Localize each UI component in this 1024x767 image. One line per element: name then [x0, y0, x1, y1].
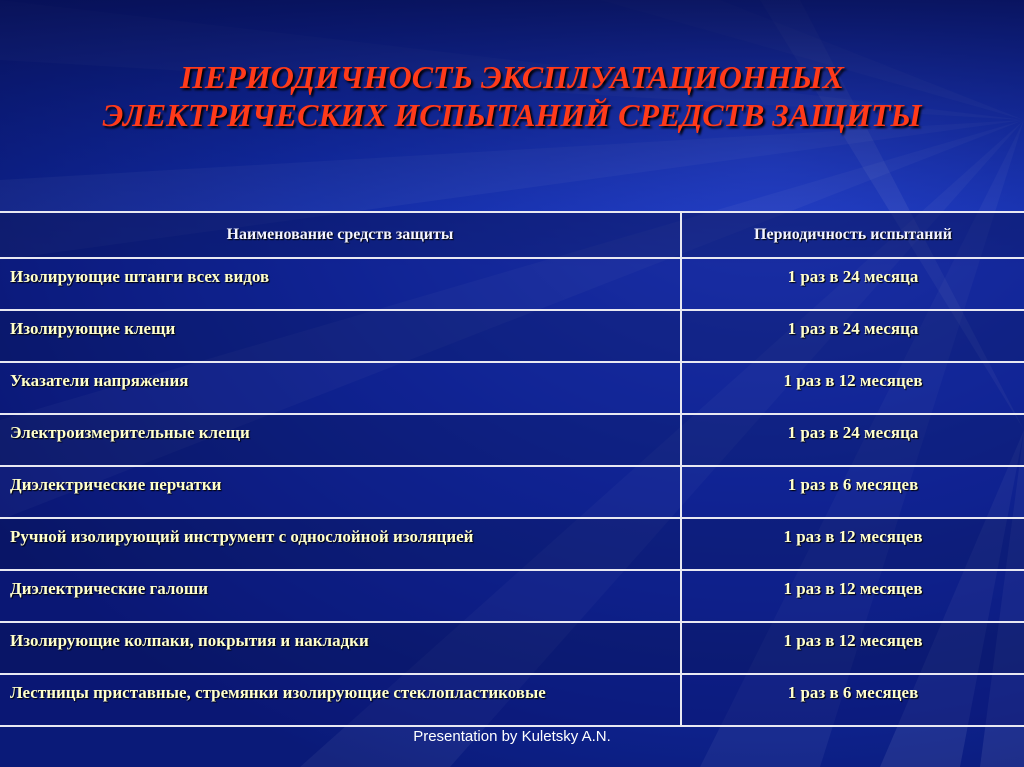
row-period: 1 раз в 12 месяцев — [681, 362, 1024, 414]
row-period: 1 раз в 6 месяцев — [681, 674, 1024, 726]
table-header-row — [0, 212, 1024, 258]
row-period: 1 раз в 6 месяцев — [681, 466, 1024, 518]
row-period: 1 раз в 12 месяцев — [681, 622, 1024, 674]
row-name: Указатели напряжения — [0, 362, 681, 414]
row-name: Изолирующие штанги всех видов — [0, 258, 681, 310]
table-row — [0, 310, 1024, 362]
row-name: Лестницы приставные, стремянки изолирующие стеклопластиковые — [0, 674, 681, 726]
row-name: Диэлектрические перчатки — [0, 466, 681, 518]
table-row — [0, 570, 1024, 622]
row-name: Ручной изолирующий инструмент с однослойной изоляцией — [0, 518, 681, 570]
row-name: Изолирующие колпаки, покрытия и накладки — [0, 622, 681, 674]
table-row — [0, 414, 1024, 466]
header-test-periodicity: Периодичность испытаний — [681, 212, 1024, 258]
row-period: 1 раз в 12 месяцев — [681, 570, 1024, 622]
row-period: 1 раз в 12 месяцев — [681, 518, 1024, 570]
table — [0, 211, 1024, 727]
slide-title — [40, 58, 984, 134]
row-name: Диэлектрические галоши — [0, 570, 681, 622]
table-row — [0, 674, 1024, 726]
row-name: Электроизмерительные клещи — [0, 414, 681, 466]
table-row — [0, 362, 1024, 414]
row-name: Изолирующие клещи — [0, 310, 681, 362]
title-line-1: ПЕРИОДИЧНОСТЬ ЭКСПЛУАТАЦИОННЫХ — [180, 59, 844, 95]
table-row — [0, 466, 1024, 518]
row-period: 1 раз в 24 месяца — [681, 310, 1024, 362]
testing-schedule-table — [0, 211, 1024, 727]
table-row — [0, 258, 1024, 310]
row-period: 1 раз в 24 месяца — [681, 258, 1024, 310]
header-protection-means: Наименование средств защиты — [0, 212, 681, 258]
row-period: 1 раз в 24 месяца — [681, 414, 1024, 466]
table-row — [0, 518, 1024, 570]
title-line-2: ЭЛЕКТРИЧЕСКИХ ИСПЫТАНИЙ СРЕДСТВ ЗАЩИТЫ — [102, 97, 922, 133]
slide-footer: Presentation by Kuletsky A.N. — [413, 728, 611, 745]
table-row — [0, 622, 1024, 674]
